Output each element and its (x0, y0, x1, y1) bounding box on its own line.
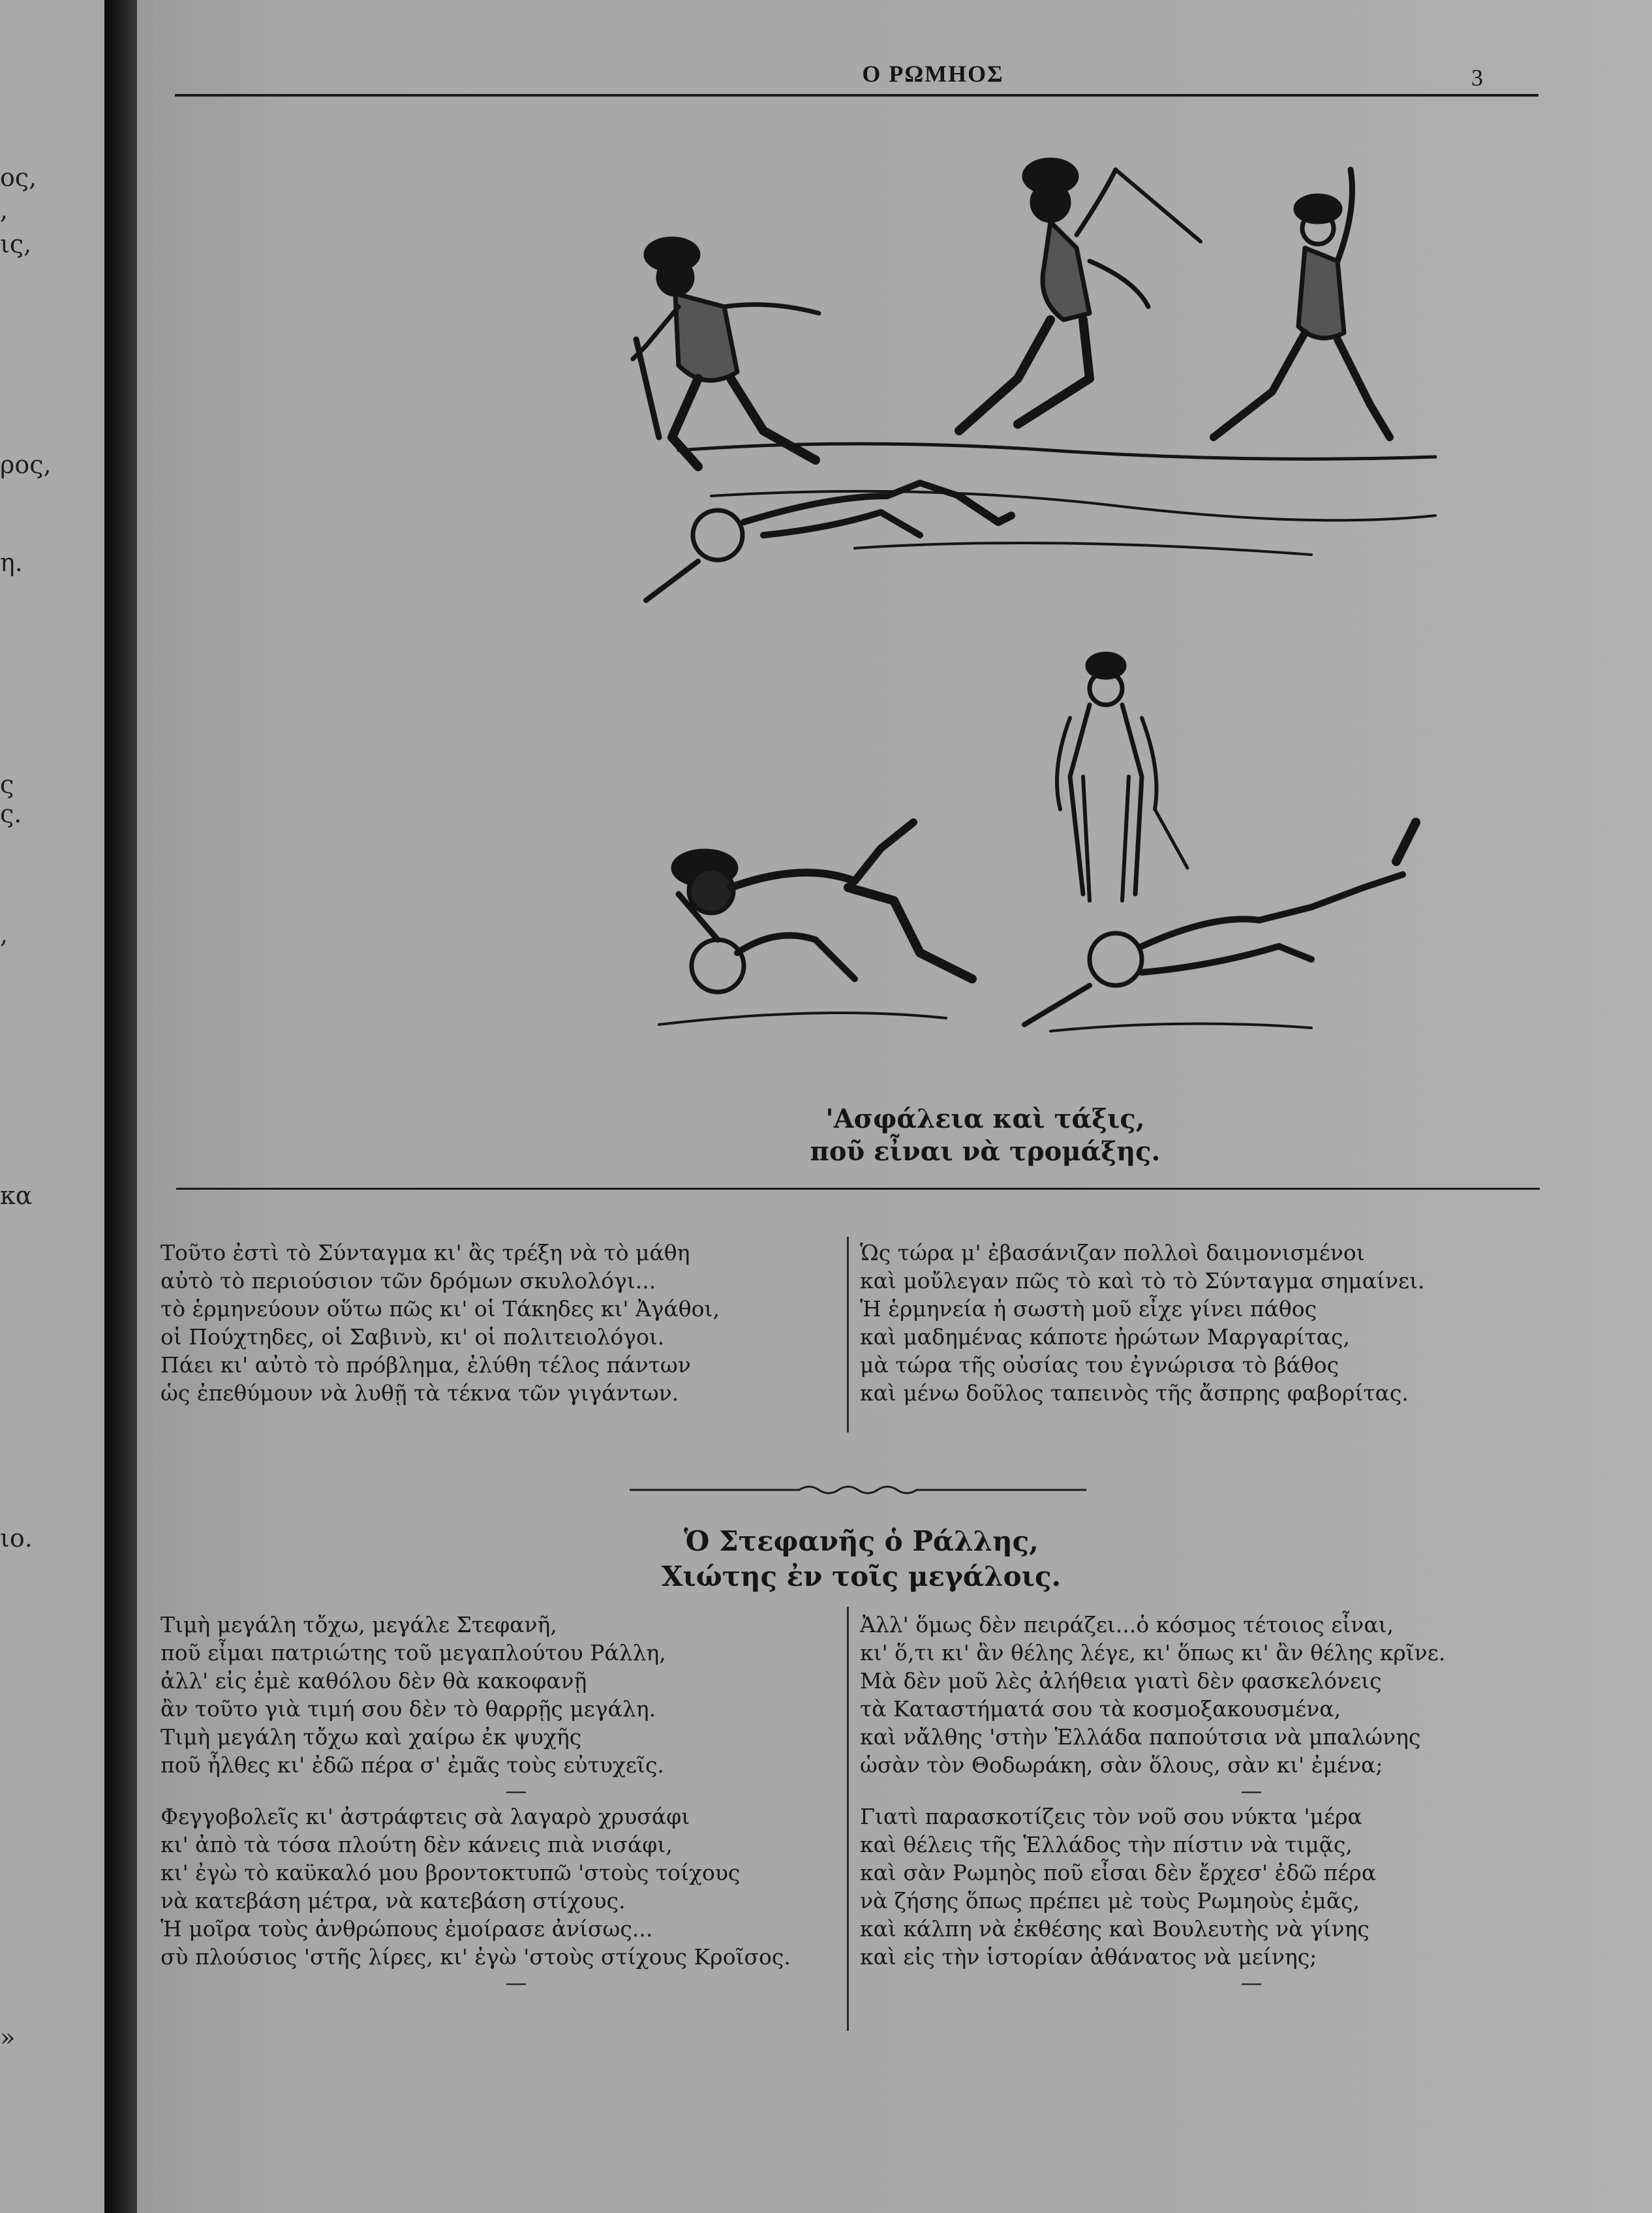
verse-line: σὺ πλούσιος 'στῆς λίρες, κι' ἐγὼ 'στοὺς στίχους Κροῖσος. (161, 1944, 791, 1970)
verse-line: Γιατὶ παρασκοτίζεις τὸν νοῦ σου νύκτα 'μέρα (860, 1804, 1362, 1829)
adjacent-page-fragment: ς. (0, 799, 22, 828)
ornamental-divider (630, 1480, 1086, 1500)
adjacent-page-fragment: ις, (0, 230, 32, 258)
cartoon-caption (594, 1103, 1377, 1168)
adjacent-page-fragment: κα (0, 1181, 33, 1210)
verse-line: ἀλλ' εἰς ἐμὲ καθόλου δὲν θὰ κακοφανῇ (161, 1668, 587, 1694)
article-title-line: Χιώτης ἐν τοῖς μεγάλοις. (661, 1560, 1062, 1592)
article-column-left (161, 1611, 872, 1994)
verse-line: ποῦ εἶμαι πατριώτης τοῦ μεγαπλούτου Ράλλη, (161, 1640, 666, 1665)
article-title (594, 1524, 1129, 1594)
verse-line: Τιμὴ μεγάλη τὄχω καὶ χαίρω ἐκ ψυχῆς (161, 1724, 582, 1750)
verse-line: Ἡ ἑρμηνεία ἡ σωστὴ μοῦ εἶχε γίνει πάθος (860, 1296, 1317, 1322)
stanza-separator: — (505, 1970, 527, 1995)
verse-line: ποῦ ἦλθες κι' ἐδῶ πέρα σ' ἐμᾶς τοὺς εὐτυχεῖς. (161, 1752, 664, 1778)
verse-line: καὶ θέλεις τῆς Ἑλλάδος τὴν πίστιν νὰ τιμᾷς, (860, 1832, 1353, 1857)
adjacent-page-fragment: η. (0, 548, 23, 577)
page-number: 3 (1471, 65, 1483, 91)
verse-line: νὰ κατεβάση μέτρα, νὰ κατεβάση στίχους. (161, 1888, 626, 1913)
verse-line: Ὡς τώρα μ' ἐβασάνιζαν πολλοὶ δαιμονισμένοι (860, 1240, 1365, 1265)
verse-line: καὶ νἄλθης 'στὴν Ἑλλάδα παπούτσια νὰ μπαλώνης (860, 1724, 1421, 1750)
verse-line: καὶ σὰν Ρωμηὸς ποῦ εἶσαι δὲν ἔρχεσ' ἐδῶ πέρα (860, 1860, 1377, 1885)
verse-line: Μὰ δὲν μοῦ λὲς ἀλήθεια γιατὶ δὲν φασκελόνεις (860, 1668, 1382, 1694)
adjacent-page-fragment: » (0, 2023, 16, 2052)
verse-line: καὶ μοὔλεγαν πῶς τὸ καὶ τὸ τὸ Σύνταγμα σημαίνει. (860, 1268, 1425, 1293)
verse-line: κι' ἀπὸ τὰ τόσα πλούτη δὲν κάνεις πιὰ νισάφι, (161, 1832, 673, 1857)
caption-line: 'Ασφάλεια καὶ τάξις, (825, 1104, 1145, 1134)
verse-line: κι' ἐγὼ τὸ καϋκαλό μου βροντοκτυπῶ 'στοὺς τοίχους (161, 1860, 741, 1885)
column-rule (847, 1237, 849, 1432)
newspaper-page (137, 0, 1652, 2213)
verse-line: οἱ Πούχτηδες, οἱ Σαβινὺ, κι' οἱ πολιτειολόγοι. (161, 1324, 665, 1350)
column-rule (847, 1607, 849, 2031)
stanza-separator: — (1240, 1778, 1262, 1803)
header-rule (175, 94, 1538, 97)
verse-line: τὰ Καταστήματά σου τὰ κοσμοξακουσμένα, (860, 1696, 1341, 1722)
adjacent-page-fragment: ιο. (0, 1524, 33, 1553)
cartoon-illustration (463, 131, 1442, 1090)
verse-line: Τιμὴ μεγάλη τὄχω, μεγάλε Στεφανῆ, (161, 1612, 557, 1637)
verse-line: Φεγγοβολεῖς κι' ἀστράφτεις σὰ λαγαρὸ χρυσάφι (161, 1804, 690, 1829)
verse-line: ὡς ἐπεθύμουν νὰ λυθῇ τὰ τέκνα τῶν γιγάντων. (161, 1380, 679, 1406)
verse-line: ἂν τοῦτο γιὰ τιμή σου δὲν τὸ θαρρῇς μεγάλη. (161, 1696, 656, 1722)
verse-line: καὶ κάλπη νὰ ἐκθέσης καὶ Βουλευτὴς νὰ γίνης (860, 1916, 1369, 1942)
verse-line: Τοῦτο ἐστὶ τὸ Σύνταγμα κι' ἂς τρέξη νὰ τὸ μάθη (161, 1240, 690, 1265)
verse-column-right (860, 1239, 1643, 1407)
verse-line: Ἡ μοῖρα τοὺς ἀνθρώπους ἐμοίρασε ἀνίσως... (161, 1916, 653, 1942)
article-title-line: Ὁ Στεφανῆς ὁ Ράλλης, (684, 1525, 1039, 1557)
adjacent-page-strip (0, 0, 104, 2213)
verse-line: τὸ ἑρμηνεύουν οὕτω πῶς κι' οἱ Τάκηδες κι' Ἀγάθοι, (161, 1296, 720, 1322)
stanza-separator: — (1240, 1970, 1262, 1995)
verse-line: καὶ μαδημένας κάποτε ἠρώτων Μαργαρίτας, (860, 1324, 1351, 1350)
verse-line: καὶ εἰς τὴν ἱστορίαν ἀθάνατος νὰ μείνης; (860, 1944, 1317, 1970)
adjacent-page-fragment: , (0, 920, 8, 949)
article-column-right (860, 1611, 1643, 1994)
verse-line: καὶ μένω δοῦλος ταπεινὸς τῆς ἄσπρης φαβορίτας. (860, 1380, 1409, 1406)
verse-line: αὐτὸ τὸ περιούσιον τῶν δρόμων σκυλολόγι... (161, 1268, 656, 1293)
adjacent-page-fragment: , (0, 196, 8, 224)
caption-line: ποῦ εἶναι νὰ τρομάξης. (810, 1136, 1161, 1167)
verse-line: μὰ τώρα τῆς οὐσίας του ἐγνώρισα τὸ βάθος (860, 1352, 1339, 1378)
verse-line: Πάει κι' αὐτὸ τὸ πρόβλημα, ἐλύθη τέλος πάντων (161, 1352, 691, 1378)
stanza-separator: — (505, 1778, 527, 1803)
page-gutter (104, 0, 137, 2213)
adjacent-page-fragment: ος, (0, 163, 37, 192)
adjacent-page-fragment: ρος, (0, 450, 52, 479)
verse-column-left (161, 1239, 872, 1407)
verse-line: Ἀλλ' ὅμως δὲν πειράζει...ὁ κόσμος τέτοιος εἶναι, (860, 1612, 1394, 1637)
verse-line: νὰ ζήσης ὅπως πρέπει μὲ τοὺς Ρωμηοὺς ἐμᾶς, (860, 1888, 1360, 1913)
running-title: Ο ΡΩΜΗΟΣ (862, 61, 1004, 87)
section-rule (176, 1188, 1540, 1190)
verse-line: ὡσὰν τὸν Θοδωράκη, σὰν ὅλους, σὰν κι' ἐμένα; (860, 1752, 1383, 1778)
adjacent-page-fragment: ς (0, 770, 14, 799)
verse-line: κι' ὅ,τι κι' ἂν θέλης λέγε, κι' ὅπως κι' ἂν θέλης κρῖνε. (860, 1640, 1446, 1665)
